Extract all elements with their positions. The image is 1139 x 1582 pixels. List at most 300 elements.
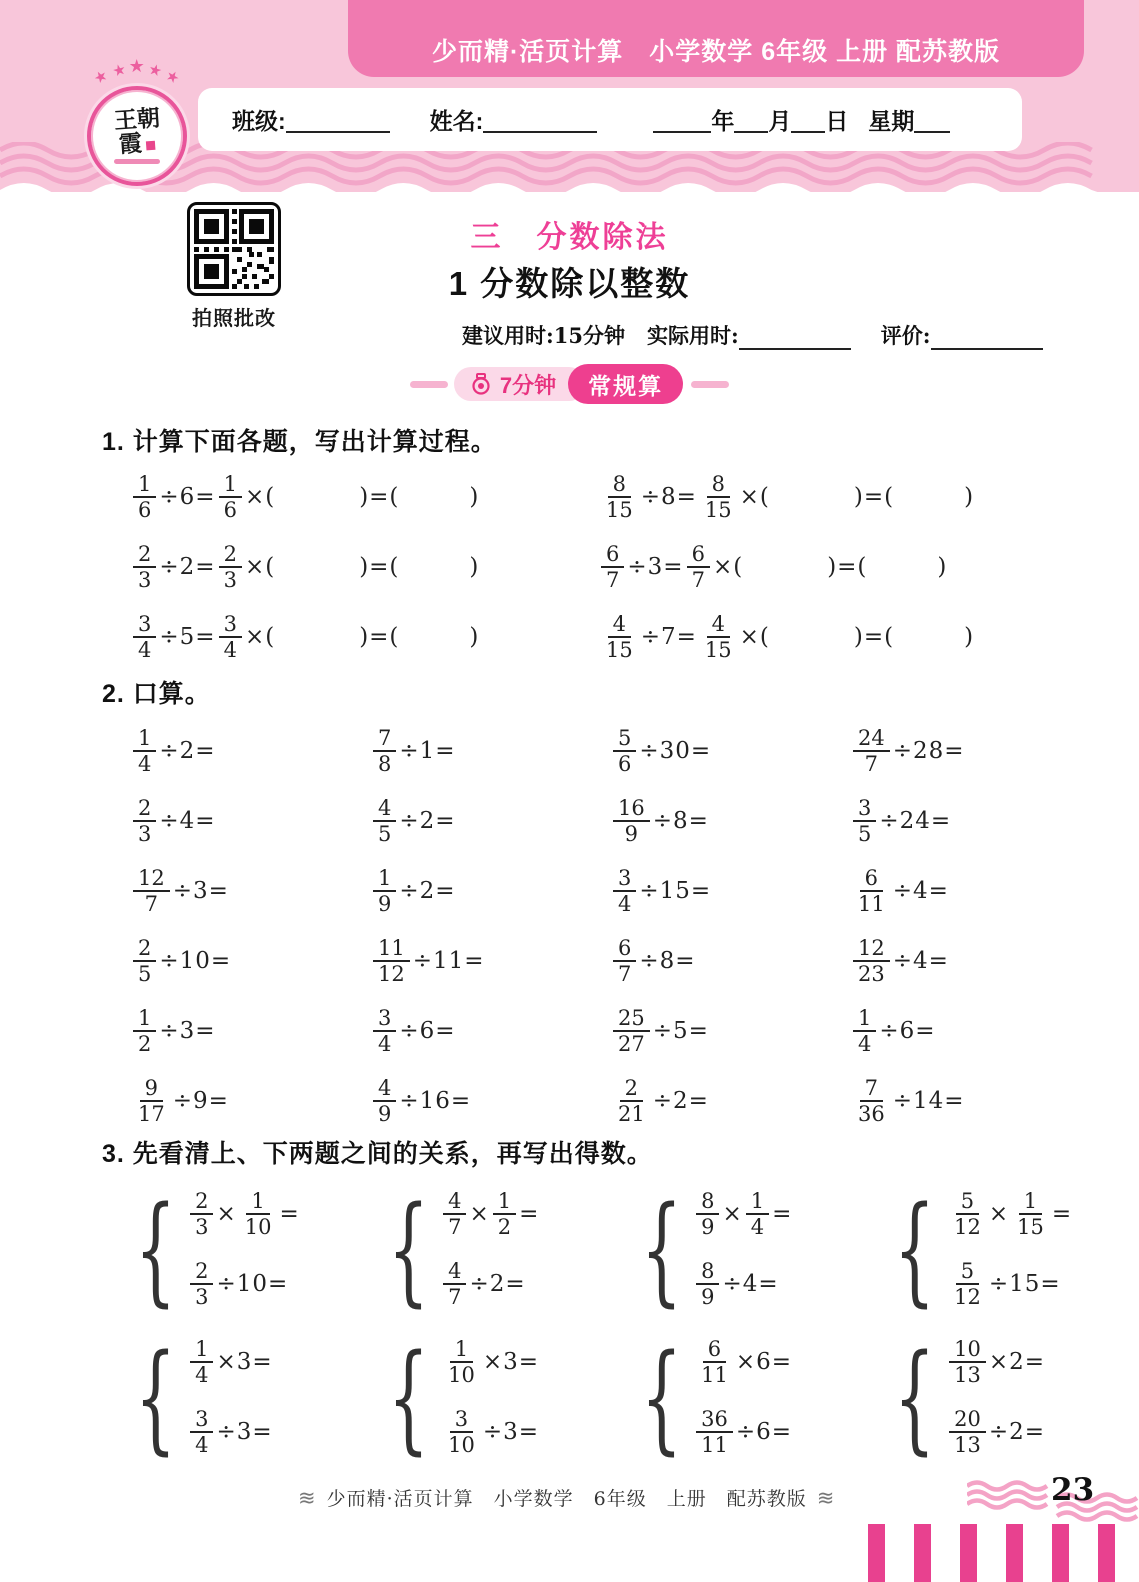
bar bbox=[1006, 1524, 1023, 1582]
equation bbox=[850, 936, 949, 986]
numerator: 2 bbox=[133, 542, 156, 568]
fraction bbox=[687, 542, 710, 592]
fraction bbox=[853, 936, 890, 986]
equation-bottom bbox=[946, 1259, 1072, 1309]
time-meta-row bbox=[462, 320, 1043, 350]
denominator: 3 bbox=[138, 822, 152, 846]
equation bbox=[610, 936, 696, 986]
operator-text: ÷15= bbox=[639, 878, 712, 904]
section-1 bbox=[102, 422, 1109, 672]
operator-text: ÷2= bbox=[469, 1271, 526, 1298]
denominator: 7 bbox=[448, 1285, 462, 1310]
denominator: 27 bbox=[618, 1032, 645, 1056]
footer-text: 少而精·活页计算 小学数学 6年级 上册 配苏教版 bbox=[326, 1488, 807, 1510]
operator-text: ÷9= bbox=[172, 1088, 229, 1114]
pair-column bbox=[946, 1337, 1045, 1458]
problem-item bbox=[130, 602, 598, 672]
denominator: 9 bbox=[701, 1285, 715, 1310]
numerator: 7 bbox=[860, 1076, 883, 1102]
fraction bbox=[373, 796, 396, 846]
brace: { bbox=[640, 1328, 683, 1466]
operator-text: = bbox=[772, 1200, 793, 1227]
numerator: 4 bbox=[443, 1189, 466, 1215]
problem-item bbox=[850, 786, 1090, 856]
logo-name-bottom bbox=[118, 130, 156, 156]
equation bbox=[598, 472, 974, 522]
brace: { bbox=[387, 1328, 430, 1466]
equation bbox=[610, 726, 711, 776]
operator-text: ÷14= bbox=[892, 1088, 965, 1114]
denominator: 9 bbox=[378, 892, 392, 916]
operator-text: = bbox=[1051, 1200, 1073, 1227]
equation bbox=[610, 866, 711, 916]
operator-text: ÷2= bbox=[399, 808, 456, 834]
equation-bottom bbox=[440, 1407, 539, 1457]
section1-grid bbox=[130, 462, 1109, 672]
bar bbox=[960, 1524, 977, 1582]
brace: { bbox=[387, 1180, 430, 1318]
chapter-title: 三 分数除法 bbox=[470, 221, 669, 254]
numerator: 6 bbox=[601, 542, 624, 568]
numerator: 1 bbox=[373, 866, 396, 892]
fraction bbox=[133, 1076, 170, 1126]
equation-bottom bbox=[693, 1259, 792, 1309]
operator-text: ÷10= bbox=[159, 948, 232, 974]
operator-text: ×( bbox=[739, 624, 770, 650]
equation bbox=[130, 866, 229, 916]
problem-item bbox=[610, 716, 850, 786]
problem-pair bbox=[118, 1178, 371, 1320]
numerator: 2 bbox=[620, 1076, 643, 1102]
equation-bottom bbox=[187, 1259, 300, 1309]
problem-item bbox=[598, 532, 1109, 602]
operator-text: ÷4= bbox=[892, 948, 949, 974]
name-blank bbox=[483, 106, 597, 132]
operator-text: ÷5= bbox=[159, 624, 216, 650]
fraction bbox=[613, 796, 650, 846]
problem-item bbox=[370, 926, 610, 996]
operator-text: ÷28= bbox=[892, 738, 965, 764]
operator-text: ×3= bbox=[216, 1348, 273, 1375]
operator-text: ) bbox=[937, 554, 948, 580]
bar bbox=[868, 1524, 885, 1582]
week-label: 星期 bbox=[868, 108, 915, 134]
operator-text: ) bbox=[964, 624, 975, 650]
numerator: 12 bbox=[853, 936, 890, 962]
operator-text: ÷3= bbox=[482, 1419, 539, 1446]
operator-text: ÷8= bbox=[640, 484, 697, 510]
numerator: 20 bbox=[949, 1407, 986, 1433]
numerator: 12 bbox=[133, 866, 170, 892]
fraction bbox=[133, 542, 156, 592]
problem-item bbox=[130, 532, 598, 602]
equation-top bbox=[187, 1337, 273, 1387]
problem-item bbox=[370, 856, 610, 926]
fraction bbox=[190, 1337, 213, 1387]
denominator: 15 bbox=[606, 638, 633, 662]
operator-text: ÷6= bbox=[399, 1018, 456, 1044]
operator-text: = bbox=[279, 1200, 300, 1227]
denominator: 15 bbox=[704, 638, 732, 662]
fraction bbox=[133, 726, 156, 776]
page-number: 23 bbox=[1051, 1472, 1095, 1508]
operator-text: )=( bbox=[827, 554, 868, 580]
denominator: 4 bbox=[195, 1362, 209, 1387]
problem-item bbox=[130, 462, 598, 532]
numerator: 9 bbox=[140, 1076, 163, 1102]
problem-item bbox=[850, 1066, 1090, 1136]
numerator: 1 bbox=[746, 1189, 769, 1215]
day-label: 日 bbox=[825, 108, 849, 134]
denominator: 13 bbox=[954, 1433, 981, 1458]
numerator: 6 bbox=[613, 936, 636, 962]
operator-text: ÷8= bbox=[652, 808, 709, 834]
denominator: 3 bbox=[138, 568, 152, 592]
operator-text: ÷10= bbox=[216, 1271, 289, 1298]
logo-name-char: 霞 bbox=[118, 129, 143, 158]
brace: { bbox=[893, 1328, 936, 1466]
equation bbox=[370, 866, 456, 916]
fraction bbox=[443, 1189, 466, 1239]
numerator: 3 bbox=[853, 796, 876, 822]
operator-text: ÷30= bbox=[639, 738, 712, 764]
pair-column bbox=[693, 1189, 792, 1310]
problem-item bbox=[610, 856, 850, 926]
bottom-bars-decoration bbox=[868, 1524, 1115, 1582]
numerator: 3 bbox=[450, 1407, 473, 1433]
denominator: 36 bbox=[858, 1102, 885, 1126]
numerator: 4 bbox=[707, 612, 730, 638]
numerator: 1 bbox=[1019, 1189, 1042, 1215]
fraction bbox=[949, 1189, 986, 1239]
fraction bbox=[696, 1337, 733, 1387]
denominator: 8 bbox=[378, 752, 392, 776]
numerator: 1 bbox=[853, 1006, 876, 1032]
operator-text: )=( bbox=[853, 624, 895, 650]
denominator: 4 bbox=[378, 1032, 392, 1056]
equation bbox=[130, 1006, 216, 1056]
numerator: 2 bbox=[219, 542, 242, 568]
equation-bottom bbox=[693, 1407, 792, 1457]
operator-text: ÷1= bbox=[399, 738, 456, 764]
numerator: 10 bbox=[949, 1337, 986, 1363]
fraction bbox=[696, 1407, 733, 1457]
month-blank bbox=[734, 106, 768, 132]
operator-text: × bbox=[469, 1200, 490, 1227]
denominator: 12 bbox=[954, 1214, 981, 1239]
year-blank bbox=[653, 106, 711, 132]
problem-item bbox=[370, 1066, 610, 1136]
operator-text: ×( bbox=[244, 484, 276, 510]
fraction bbox=[493, 1189, 516, 1239]
numerator: 7 bbox=[373, 726, 396, 752]
star-icon: ★ bbox=[128, 56, 146, 77]
equation bbox=[850, 796, 951, 846]
denominator: 12 bbox=[954, 1285, 981, 1310]
denominator: 7 bbox=[691, 568, 705, 592]
section-2 bbox=[102, 674, 1109, 1136]
operator-text: ÷3= bbox=[627, 554, 684, 580]
denominator: 9 bbox=[378, 1102, 392, 1126]
fraction bbox=[700, 612, 737, 662]
problem-item bbox=[130, 926, 370, 996]
operator-text: × bbox=[722, 1200, 743, 1227]
operator-text: ÷3= bbox=[172, 878, 229, 904]
star-icon: ★ bbox=[110, 60, 128, 81]
operator-text: ÷6= bbox=[159, 484, 216, 510]
equation bbox=[130, 612, 479, 662]
operator-text: ÷7= bbox=[640, 624, 697, 650]
day-blank bbox=[791, 106, 825, 132]
operator-text: ×2= bbox=[988, 1348, 1045, 1375]
numerator: 3 bbox=[373, 1006, 396, 1032]
denominator: 10 bbox=[448, 1433, 475, 1458]
operator-text: ÷4= bbox=[159, 808, 216, 834]
fraction bbox=[133, 866, 170, 916]
fraction bbox=[601, 472, 638, 522]
numerator: 36 bbox=[696, 1407, 733, 1433]
denominator: 3 bbox=[223, 568, 237, 592]
section-2-title: 2. 口算。 bbox=[102, 680, 211, 708]
operator-text: ) bbox=[469, 554, 480, 580]
denominator: 21 bbox=[618, 1102, 645, 1126]
numerator: 3 bbox=[190, 1407, 213, 1433]
section2-grid bbox=[130, 716, 1109, 1136]
operator-text: )=( bbox=[359, 554, 400, 580]
problem-pair bbox=[624, 1326, 877, 1468]
fraction bbox=[190, 1407, 213, 1457]
operator-text: ) bbox=[469, 624, 480, 650]
denominator: 4 bbox=[618, 892, 632, 916]
numerator: 8 bbox=[696, 1189, 719, 1215]
denominator: 4 bbox=[750, 1214, 765, 1239]
star-icon: ★ bbox=[162, 66, 183, 88]
badge-line-right bbox=[691, 381, 729, 388]
denominator: 6 bbox=[618, 752, 632, 776]
denominator: 15 bbox=[1017, 1214, 1044, 1239]
fraction bbox=[133, 612, 156, 662]
fraction bbox=[240, 1189, 277, 1239]
problem-item bbox=[610, 926, 850, 996]
section-3-title: 3. 先看清上、下两题之间的关系，再写出得数。 bbox=[102, 1140, 653, 1168]
numerator: 24 bbox=[853, 726, 890, 752]
fraction bbox=[949, 1337, 986, 1387]
numerator: 2 bbox=[133, 796, 156, 822]
numerator: 16 bbox=[613, 796, 650, 822]
denominator: 9 bbox=[701, 1214, 715, 1239]
fraction bbox=[373, 1076, 396, 1126]
fraction bbox=[443, 1259, 466, 1309]
fraction bbox=[443, 1337, 480, 1387]
fraction bbox=[746, 1189, 769, 1239]
denominator: 2 bbox=[138, 1032, 152, 1056]
problem-item bbox=[370, 786, 610, 856]
numerator: 1 bbox=[133, 726, 156, 752]
problem-item bbox=[370, 996, 610, 1066]
denominator: 5 bbox=[138, 962, 152, 986]
operator-text: ÷4= bbox=[892, 878, 949, 904]
fraction bbox=[133, 1006, 156, 1056]
equation bbox=[370, 726, 456, 776]
fraction bbox=[601, 612, 638, 662]
fraction bbox=[443, 1407, 480, 1457]
operator-text: ) bbox=[469, 484, 480, 510]
denominator: 23 bbox=[858, 962, 885, 986]
operator-text: ÷8= bbox=[639, 948, 696, 974]
denominator: 6 bbox=[138, 498, 152, 522]
evaluation-blank bbox=[931, 326, 1043, 350]
equation-top bbox=[440, 1189, 539, 1239]
logo-stars bbox=[78, 56, 196, 88]
timer-badge-row bbox=[0, 364, 1139, 404]
numerator: 4 bbox=[608, 612, 631, 638]
fraction bbox=[190, 1189, 213, 1239]
actual-time-label: 实际用时: bbox=[646, 323, 739, 348]
operator-text: ÷24= bbox=[879, 808, 952, 834]
operator-text: ×3= bbox=[482, 1348, 539, 1375]
problem-item bbox=[130, 1066, 370, 1136]
numerator: 1 bbox=[133, 1006, 156, 1032]
denominator: 11 bbox=[858, 892, 885, 916]
numerator: 1 bbox=[246, 1189, 269, 1215]
fraction bbox=[613, 936, 636, 986]
denominator: 4 bbox=[223, 638, 237, 662]
denominator: 7 bbox=[144, 892, 159, 916]
operator-text: ÷4= bbox=[722, 1271, 779, 1298]
denominator: 13 bbox=[954, 1362, 981, 1387]
equation-top bbox=[946, 1189, 1072, 1239]
bar bbox=[914, 1524, 931, 1582]
operator-text: ÷2= bbox=[399, 878, 456, 904]
operator-text: ÷11= bbox=[412, 948, 485, 974]
denominator: 7 bbox=[448, 1214, 462, 1239]
badge-tag: 常规算 bbox=[568, 364, 683, 404]
equation bbox=[850, 866, 949, 916]
fraction bbox=[190, 1259, 213, 1309]
equation bbox=[610, 1006, 709, 1056]
numerator: 2 bbox=[133, 936, 156, 962]
denominator: 7 bbox=[618, 962, 632, 986]
operator-text: ×6= bbox=[735, 1348, 792, 1375]
denominator: 4 bbox=[138, 752, 152, 776]
equation bbox=[130, 1076, 229, 1126]
fraction bbox=[949, 1407, 986, 1457]
numerator: 3 bbox=[219, 612, 242, 638]
badge-line-left bbox=[410, 381, 448, 388]
fraction bbox=[696, 1259, 719, 1309]
denominator: 4 bbox=[858, 1032, 872, 1056]
week-blank bbox=[914, 106, 950, 132]
denominator: 3 bbox=[195, 1214, 209, 1239]
problem-item bbox=[850, 996, 1090, 1066]
operator-text: ÷2= bbox=[159, 738, 216, 764]
numerator: 1 bbox=[190, 1337, 213, 1363]
denominator: 10 bbox=[448, 1362, 475, 1387]
operator-text: ÷16= bbox=[399, 1088, 472, 1114]
operator-text: ÷2= bbox=[652, 1088, 709, 1114]
problem-item bbox=[850, 926, 1090, 996]
operator-text: ÷2= bbox=[988, 1419, 1045, 1446]
problem-item bbox=[610, 996, 850, 1066]
numerator: 1 bbox=[219, 472, 242, 498]
logo-name-top: 王朝 bbox=[113, 104, 161, 135]
numerator: 5 bbox=[613, 726, 636, 752]
fraction bbox=[613, 1006, 650, 1056]
brace: { bbox=[640, 1180, 683, 1318]
stopwatch-medal-icon bbox=[470, 373, 492, 395]
actual-time-blank bbox=[739, 326, 851, 350]
pair-column bbox=[440, 1189, 539, 1310]
fraction bbox=[219, 612, 242, 662]
suggested-time: 建议用时:15分钟 bbox=[462, 323, 625, 348]
pair-column bbox=[187, 1337, 273, 1458]
problem-item bbox=[370, 716, 610, 786]
pair-column bbox=[187, 1189, 300, 1310]
denominator: 12 bbox=[378, 962, 405, 986]
equation bbox=[130, 542, 479, 592]
operator-text: × bbox=[216, 1200, 237, 1227]
section3-grid bbox=[118, 1178, 1109, 1468]
name-label: 姓名: bbox=[429, 108, 484, 134]
operator-text: ÷3= bbox=[216, 1419, 273, 1446]
equation-bottom bbox=[187, 1407, 273, 1457]
equation-top bbox=[693, 1337, 792, 1387]
problem-item bbox=[130, 786, 370, 856]
month-label: 月 bbox=[768, 108, 792, 134]
numerator: 8 bbox=[608, 472, 631, 498]
operator-text: ÷3= bbox=[159, 1018, 216, 1044]
fraction bbox=[219, 472, 242, 522]
denominator: 15 bbox=[606, 498, 633, 522]
equation bbox=[370, 1006, 456, 1056]
operator-text: ) bbox=[964, 484, 975, 510]
equation bbox=[370, 936, 485, 986]
wave-glyph: ≋ bbox=[298, 1485, 317, 1510]
brace: { bbox=[134, 1180, 177, 1318]
brace: { bbox=[134, 1328, 177, 1466]
brand-banner bbox=[348, 0, 1084, 77]
fraction bbox=[133, 796, 156, 846]
section-3 bbox=[102, 1134, 1109, 1468]
numerator: 11 bbox=[373, 936, 410, 962]
problem-item bbox=[130, 996, 370, 1066]
equation bbox=[130, 472, 479, 522]
denominator: 4 bbox=[138, 638, 152, 662]
numerator: 6 bbox=[703, 1337, 726, 1363]
fraction bbox=[373, 726, 396, 776]
problem-item bbox=[130, 856, 370, 926]
numerator: 4 bbox=[373, 796, 396, 822]
equation bbox=[370, 1076, 471, 1126]
fraction bbox=[613, 726, 636, 776]
denominator: 5 bbox=[378, 822, 392, 846]
fraction bbox=[853, 866, 890, 916]
equation bbox=[598, 612, 974, 662]
operator-text: ÷6= bbox=[735, 1419, 792, 1446]
denominator: 17 bbox=[138, 1102, 165, 1126]
problem-item bbox=[598, 602, 1109, 672]
equation bbox=[850, 1006, 936, 1056]
numerator: 1 bbox=[493, 1189, 516, 1215]
bar bbox=[1052, 1524, 1069, 1582]
fraction bbox=[133, 936, 156, 986]
numerator: 5 bbox=[956, 1189, 979, 1215]
numerator: 2 bbox=[190, 1189, 213, 1215]
operator-text: ×( bbox=[712, 554, 744, 580]
badge-minutes: 7分钟 bbox=[499, 372, 557, 398]
problem-item bbox=[130, 716, 370, 786]
page-number-cluster bbox=[967, 1472, 1139, 1528]
